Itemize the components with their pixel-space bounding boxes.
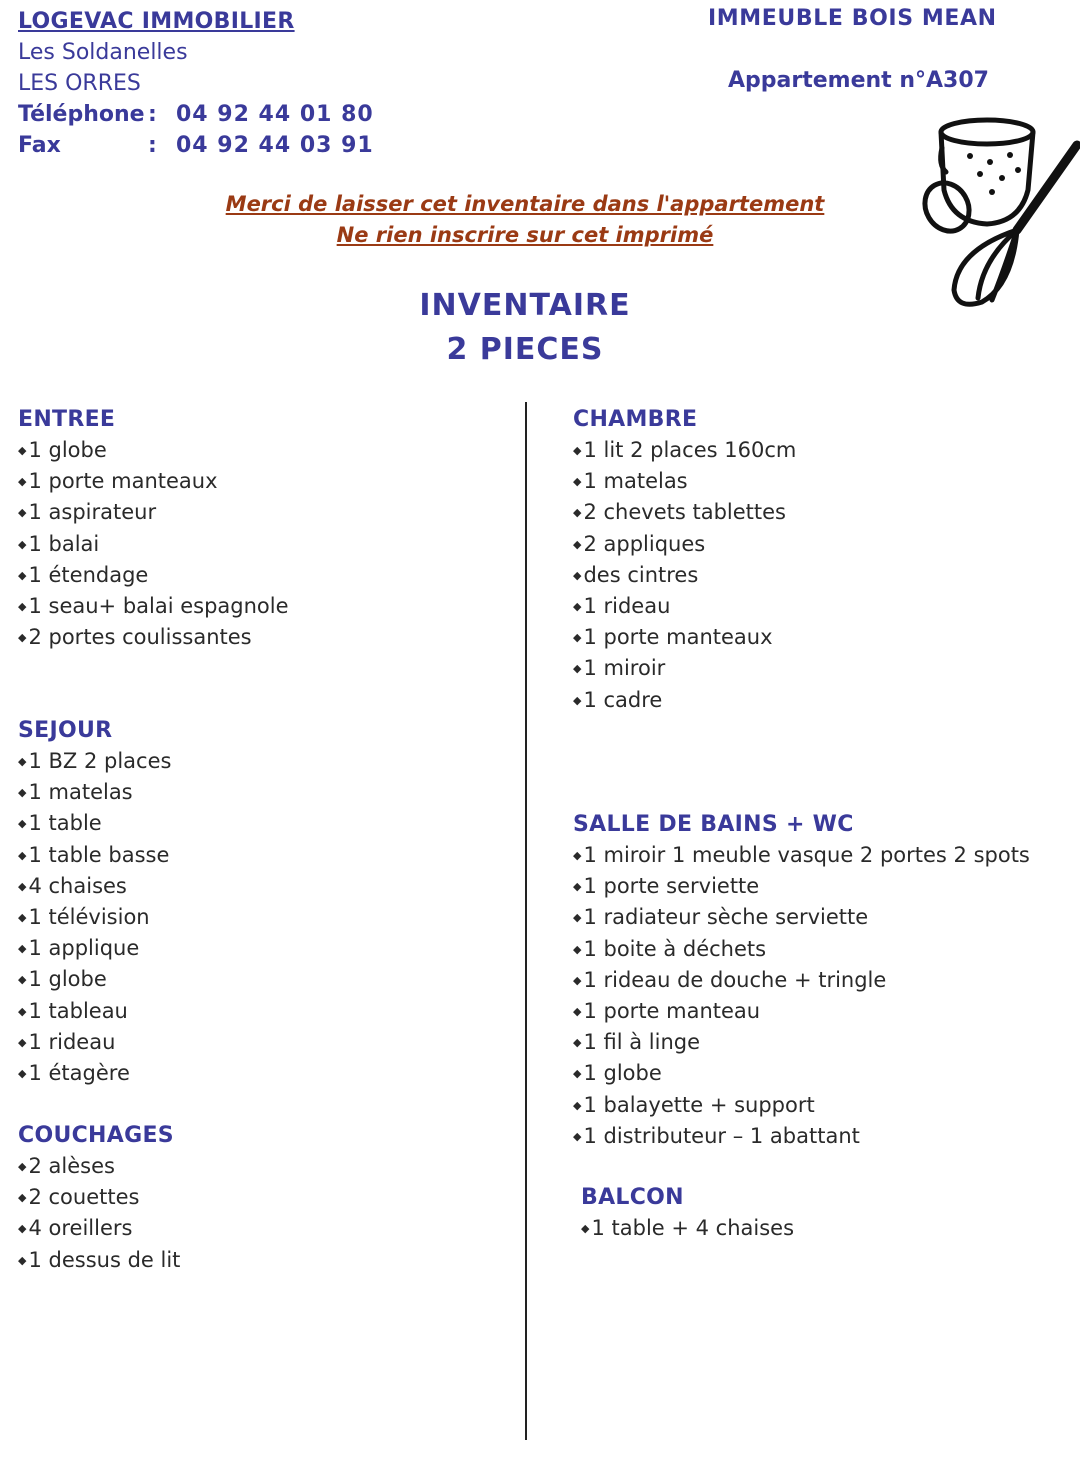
section-balcon (581, 1182, 794, 1244)
list-item: ◆ 1 rideau de douche + tringle (573, 965, 1030, 996)
list-item: ◆ 1 miroir 1 meuble vasque 2 portes 2 spots (573, 840, 1030, 871)
list-item: ◆ 1 boite à déchets (573, 934, 1030, 965)
list-item: ◆ 1 table + 4 chaises (581, 1213, 794, 1244)
list-item: ◆ 1 étagère (18, 1058, 171, 1089)
phone-number: 04 92 44 01 80 (176, 102, 374, 127)
list-item: ◆ 1 matelas (18, 777, 171, 808)
list-item: ◆ 1 porte manteaux (573, 622, 796, 653)
section-salle-de-bains (573, 809, 1030, 1152)
list-item: ◆ 1 porte manteaux (18, 466, 289, 497)
item-list (18, 1151, 180, 1276)
list-item: ◆ 1 globe (18, 964, 171, 995)
list-item: ◆ 2 couettes (18, 1182, 180, 1213)
item-list (573, 435, 796, 716)
list-item: ◆ 2 appliques (573, 529, 796, 560)
apartment-number: Appartement n°A307 (728, 68, 989, 93)
section-title: ENTREE (18, 407, 116, 432)
list-item: ◆ 2 portes coulissantes (18, 622, 289, 653)
page-title: INVENTAIRE (419, 288, 631, 323)
list-item: ◆ 1 fil à linge (573, 1027, 1030, 1058)
item-list (581, 1213, 794, 1244)
list-item: ◆ 1 aspirateur (18, 497, 289, 528)
list-item: ◆ 1 télévision (18, 902, 171, 933)
list-item: ◆ 1 lit 2 places 160cm (573, 435, 796, 466)
list-item: ◆ 4 oreillers (18, 1213, 180, 1244)
fax-number: 04 92 44 03 91 (176, 133, 374, 158)
list-item: ◆ 1 rideau (18, 1027, 171, 1058)
section-sejour (18, 715, 171, 1089)
agency-header (18, 6, 374, 161)
item-list (573, 840, 1030, 1152)
section-title: BALCON (581, 1185, 684, 1210)
fax-separator: : (148, 133, 157, 158)
list-item: ◆ 1 balayette + support (573, 1090, 1030, 1121)
section-title: SALLE DE BAINS + WC (573, 812, 854, 837)
notice-leave-inventory: Merci de laisser cet inventaire dans l'appartement (225, 192, 825, 216)
list-item: ◆ 1 matelas (573, 466, 796, 497)
list-item: ◆ 1 dessus de lit (18, 1245, 180, 1276)
section-title: SEJOUR (18, 718, 113, 743)
section-chambre (573, 404, 796, 716)
notice-do-not-write: Ne rien inscrire sur cet imprimé (336, 223, 714, 247)
list-item: ◆ 2 chevets tablettes (573, 497, 796, 528)
item-list (18, 746, 171, 1089)
address-line-2: LES ORRES (18, 71, 141, 96)
list-item: ◆ 1 rideau (573, 591, 796, 622)
building-name: IMMEUBLE BOIS MEAN (708, 6, 997, 31)
list-item: ◆ 1 porte serviette (573, 871, 1030, 902)
list-item: ◆ 1 tableau (18, 996, 171, 1027)
list-item: ◆ 1 miroir (573, 653, 796, 684)
fax-label: Fax (18, 133, 61, 158)
list-item: ◆ 1 applique (18, 933, 171, 964)
list-item: ◆ 1 distributeur – 1 abattant (573, 1121, 1030, 1152)
page-subtitle: 2 PIECES (446, 332, 604, 367)
agency-name: LOGEVAC IMMOBILIER (18, 9, 295, 34)
section-entree (18, 404, 289, 653)
list-item: ◆ 1 balai (18, 529, 289, 560)
list-item: ◆ 1 globe (18, 435, 289, 466)
list-item: ◆ 4 chaises (18, 871, 171, 902)
list-item: ◆ 2 alèses (18, 1151, 180, 1182)
list-item: ◆ 1 globe (573, 1058, 1030, 1089)
list-item: ◆ 1 seau+ balai espagnole (18, 591, 289, 622)
list-item: ◆ 1 BZ 2 places (18, 746, 171, 777)
list-item: ◆ 1 étendage (18, 560, 289, 591)
list-item: ◆ 1 table (18, 808, 171, 839)
section-couchages (18, 1120, 180, 1276)
item-list (18, 435, 289, 653)
list-item: ◆ 1 radiateur sèche serviette (573, 902, 1030, 933)
list-item: ◆ 1 porte manteau (573, 996, 1030, 1027)
address-line-1: Les Soldanelles (18, 40, 188, 65)
fax-row (18, 130, 374, 161)
phone-separator: : (148, 102, 157, 127)
column-divider (525, 402, 527, 1440)
list-item: ◆ 1 table basse (18, 840, 171, 871)
list-item: ◆ des cintres (573, 560, 796, 591)
section-title: CHAMBRE (573, 407, 698, 432)
list-item: ◆ 1 cadre (573, 685, 796, 716)
section-title: COUCHAGES (18, 1123, 174, 1148)
phone-label: Téléphone (18, 102, 145, 127)
phone-row (18, 99, 374, 130)
